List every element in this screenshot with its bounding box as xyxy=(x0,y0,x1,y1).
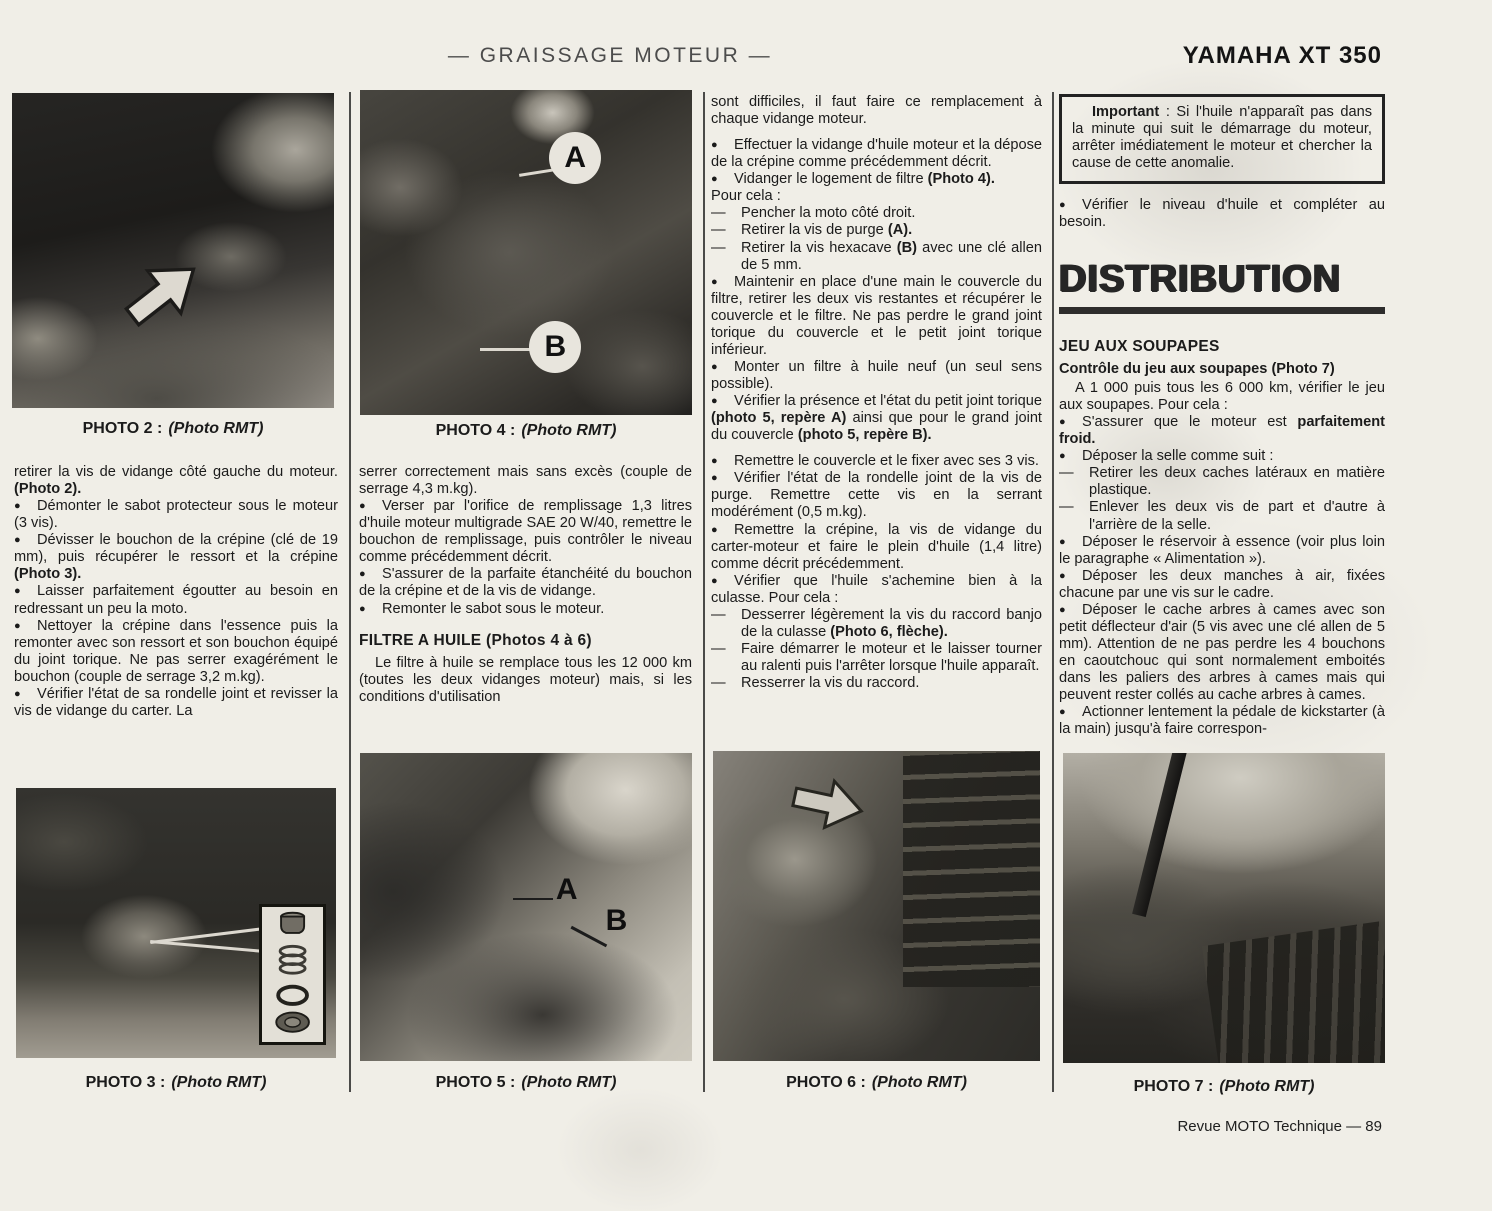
photo-5-caption xyxy=(360,1074,692,1092)
bullet-icon: ● xyxy=(1059,416,1066,429)
text-block-pi: A 1 000 puis tous les 6 000 km, vérifier le jeu aux soupapes. Pour cela : xyxy=(1059,380,1385,414)
text-block-dash: — Enlever les deux vis de part et d'autre à l'arrière de la selle. xyxy=(1059,499,1385,533)
photo-7-caption-label: PHOTO 7 : xyxy=(1133,1078,1214,1095)
column-3-text xyxy=(711,94,1042,692)
bullet-icon: ● xyxy=(1059,706,1066,719)
dash-icon: — xyxy=(711,640,726,657)
dash-icon: — xyxy=(1059,499,1074,516)
photo-3-caption-label: PHOTO 3 : xyxy=(85,1074,166,1091)
photo-3-caption xyxy=(16,1074,336,1092)
marker-b-badge: B xyxy=(529,321,581,373)
text-block-dash: — Retirer la vis hexacave (B) avec une clé allen de 5 mm. xyxy=(711,239,1042,273)
arrow-icon xyxy=(105,234,223,352)
text-block-bullet: ● Vérifier l'état de sa rondelle joint et revisser la vis de vidange du carter. La xyxy=(14,685,338,719)
photo-7-cylinder-head xyxy=(1063,753,1385,1063)
bullet-icon: ● xyxy=(711,574,718,587)
text-block-bullet: ● Déposer le cache arbres à cames avec son petit déflecteur d'air (5 vis avec une clé allen de 5 mm). Attention de ne pas perdre les 4 bouchons en caoutchouc qui sont normalement emboités dans les paliers des arbres à cames mais qui peuvent rester collés au cache arbres à cames. xyxy=(1059,601,1385,704)
dash-icon: — xyxy=(711,675,726,692)
page-footer: Revue MOTO Technique — 89 xyxy=(1177,1118,1382,1135)
photo-2-caption-label: PHOTO 2 : xyxy=(82,420,163,437)
photo-3-caption-credit: (Photo RMT) xyxy=(171,1074,267,1091)
bullet-icon: ● xyxy=(711,173,718,186)
bullet-icon: ● xyxy=(711,139,718,152)
text-block-bullet: ● Déposer les deux manches à air, fixées chacune par une vis sur le cadre. xyxy=(1059,567,1385,601)
marker-a-line xyxy=(519,168,556,177)
text-block-bullet: ● Actionner lentement la pédale de kickstarter (à la main) jusqu'à faire correspon- xyxy=(1059,704,1385,738)
text-block-p: sont difficiles, il faut faire ce remplacement à chaque vidange moteur. xyxy=(711,94,1042,128)
column-4-text xyxy=(1059,94,1385,738)
bullet-icon: ● xyxy=(711,472,718,485)
text-block-bullet: ● Laisser parfaitement égoutter au besoin en redressant un peu la moto. xyxy=(14,583,338,617)
dash-icon: — xyxy=(711,222,726,239)
photo-4-caption xyxy=(360,422,692,440)
text-block-h2: Contrôle du jeu aux soupapes (Photo 7) xyxy=(1059,360,1335,377)
page-section-title: — GRAISSAGE MOTEUR — xyxy=(447,44,773,67)
photo-6-caption-label: PHOTO 6 : xyxy=(786,1074,866,1091)
text-block-bullet: ● Vidanger le logement de filtre (Photo 4). xyxy=(711,171,995,188)
text-block-h: FILTRE A HUILE (Photos 4 à 6) xyxy=(359,631,592,649)
text-block-sp xyxy=(711,444,1042,453)
bullet-icon: ● xyxy=(711,523,718,536)
bullet-icon: ● xyxy=(1059,569,1066,582)
column-2-text xyxy=(359,464,692,706)
text-block-dash: — Desserrer légèrement la vis du raccord banjo de la culasse (Photo 6, flèche). xyxy=(711,606,1042,640)
text-block-box: Important : Si l'huile n'apparaît pas dans la minute qui suit le démarrage du moteur, arrêter imédiatement le moteur et chercher la cause de cette anomalie. xyxy=(1059,94,1385,184)
bullet-icon: ● xyxy=(14,500,21,513)
bullet-icon: ● xyxy=(14,534,21,547)
photo-2-caption-credit: (Photo RMT) xyxy=(168,420,264,437)
text-block-big: DISTRIBUTION xyxy=(1059,258,1342,301)
text-block-bullet: ● S'assurer de la parfaite étanchéité du bouchon de la crépine et de la vis de vidange. xyxy=(359,566,692,600)
dash-icon: — xyxy=(1059,465,1074,482)
bullet-icon: ● xyxy=(359,568,366,581)
text-block-bullet: ● Vérifier le niveau d'huile et compléter au besoin. xyxy=(1059,197,1385,231)
text-block-dash: — Retirer les deux caches latéraux en matière plastique. xyxy=(1059,465,1385,499)
photo-3-strainer-parts xyxy=(16,788,336,1058)
photo-6-caption xyxy=(713,1074,1040,1092)
photo-7-caption-credit: (Photo RMT) xyxy=(1219,1078,1315,1095)
bullet-icon: ● xyxy=(711,275,718,288)
text-block-h: JEU AUX SOUPAPES xyxy=(1059,337,1220,355)
text-block-p: Pour cela : xyxy=(711,188,781,205)
column-divider-3 xyxy=(1052,92,1054,1092)
photo-7-caption xyxy=(1063,1078,1385,1096)
parts-exploded-icon xyxy=(262,907,323,1041)
photo-2-caption xyxy=(12,420,334,438)
text-block-p: retirer la vis de vidange côté gauche du moteur. (Photo 2). xyxy=(14,464,338,498)
dash-icon: — xyxy=(711,606,726,623)
text-block-bullet: ● Déposer la selle comme suit : xyxy=(1059,448,1274,465)
photo-5-filter-cover xyxy=(360,753,692,1061)
text-block-bullet: ● Démonter le sabot protecteur sous le moteur (3 vis). xyxy=(14,498,338,532)
text-block-sp xyxy=(711,128,1042,137)
marker-b-line xyxy=(480,348,533,351)
text-block-bullet: ● S'assurer que le moteur est parfaitement froid. xyxy=(1059,414,1385,448)
photo-5-caption-label: PHOTO 5 : xyxy=(435,1074,516,1091)
text-block-dash: — Pencher la moto côté droit. xyxy=(711,205,916,222)
text-block-dash: — Retirer la vis de purge (A). xyxy=(711,222,913,239)
photo-2-engine-underside xyxy=(12,93,334,408)
text-block-bullet: ● Monter un filtre à huile neuf (un seul sens possible). xyxy=(711,358,1042,392)
text-block-bullet: ● Remonter le sabot sous le moteur. xyxy=(359,600,605,617)
marker-b-letter: B xyxy=(605,903,628,937)
photo-6-caption-credit: (Photo RMT) xyxy=(871,1074,967,1091)
text-block-bullet: ● Vérifier la présence et l'état du petit joint torique (photo 5, repère A) ainsi que pour le grand joint du couvercle (photo 5, repère B). xyxy=(711,393,1042,444)
dash-icon: — xyxy=(711,239,726,256)
text-block-dash: — Resserrer la vis du raccord. xyxy=(711,675,920,692)
cylinder-fins xyxy=(903,751,1040,987)
bullet-icon: ● xyxy=(359,602,366,615)
bullet-icon: ● xyxy=(711,360,718,373)
bullet-icon: ● xyxy=(359,500,366,513)
brand-title: YAMAHA XT 350 xyxy=(1182,42,1382,69)
text-block-bullet: ● Vérifier que l'huile s'achemine bien à la culasse. Pour cela : xyxy=(711,572,1042,606)
bullet-icon: ● xyxy=(14,585,21,598)
text-block-bullet: ● Nettoyer la crépine dans l'essence puis la remonter avec son ressort et son bouchon équipé du joint torique. Ne pas serrer exagérément le bouchon (couple de serrage 3,2 m.kg). xyxy=(14,617,338,685)
inset-line-2 xyxy=(150,940,265,953)
photo-4-caption-label: PHOTO 4 : xyxy=(435,422,516,439)
text-block-pi: Le filtre à huile se remplace tous les 12 000 km (toutes les deux vidanges moteur) mais, si les conditions d'utilisation xyxy=(359,654,692,705)
text-block-bullet: ● Vérifier l'état de la rondelle joint de la vis de purge. Remettre cette vis en la serrant modérément (0,5 m.kg). xyxy=(711,470,1042,521)
marker-a-letter: A xyxy=(555,873,578,907)
bullet-icon: ● xyxy=(711,395,718,408)
screwdriver-tool xyxy=(1132,753,1188,916)
bullet-icon: ● xyxy=(14,687,21,700)
photo-6-banjo-fitting xyxy=(713,751,1040,1061)
column-1-text xyxy=(14,464,338,720)
arrow-icon xyxy=(785,760,873,848)
marker-b-line xyxy=(571,926,607,947)
text-block-p: serrer correctement mais sans excès (couple de serrage 4,3 m.kg). xyxy=(359,464,692,498)
text-block-bullet: ● Maintenir en place d'une main le couvercle du filtre, retirer les deux vis restantes et récupérer le couvercle et le filtre. Ne pas perdre le grand joint torique du couvercle et le petit joint torique inférieur. xyxy=(711,273,1042,358)
photo-4-caption-credit: (Photo RMT) xyxy=(521,422,617,439)
parts-inset-diagram xyxy=(259,904,326,1044)
bullet-icon: ● xyxy=(711,455,718,468)
text-block-bullet: ● Remettre la crépine, la vis de vidange du carter-moteur et faire le plein d'huile (1,4 litre) comme décrit précédemment. xyxy=(711,521,1042,572)
bullet-icon: ● xyxy=(1059,450,1066,463)
text-block-bullet: ● Dévisser le bouchon de la crépine (clé de 19 mm), puis récupérer le ressort et la crépine (Photo 3). xyxy=(14,532,338,583)
text-block-dash: — Faire démarrer le moteur et le laisser tourner au ralenti puis l'arrêter lorsque l'huile apparaît. xyxy=(711,640,1042,674)
bullet-icon: ● xyxy=(1059,603,1066,616)
marker-a-badge: A xyxy=(549,132,601,184)
bullet-icon: ● xyxy=(1059,199,1066,212)
section-underline-bar xyxy=(1059,307,1385,314)
photo-5-caption-credit: (Photo RMT) xyxy=(521,1074,617,1091)
column-divider-1 xyxy=(349,92,351,1092)
column-divider-2 xyxy=(703,92,705,1092)
text-block-bullet: ● Effectuer la vidange d'huile moteur et la dépose de la crépine comme précédemment décrit. xyxy=(711,137,1042,171)
text-block-bullet: ● Remettre le couvercle et le fixer avec ses 3 vis. xyxy=(711,453,1039,470)
bullet-icon: ● xyxy=(1059,535,1066,548)
cylinder-fins xyxy=(1202,921,1385,1063)
bullet-icon: ● xyxy=(14,619,21,632)
text-block-bullet: ● Déposer le réservoir à essence (voir plus loin le paragraphe « Alimentation »). xyxy=(1059,533,1385,567)
text-block-bullet: ● Verser par l'orifice de remplissage 1,3 litres d'huile moteur multigrade SAE 20 W/40, remettre le bouchon de remplissage, puis contrôler le niveau comme précédemment décrit. xyxy=(359,498,692,566)
dash-icon: — xyxy=(711,205,726,222)
marker-a-line xyxy=(513,898,553,901)
photo-4-filter-housing xyxy=(360,90,692,415)
